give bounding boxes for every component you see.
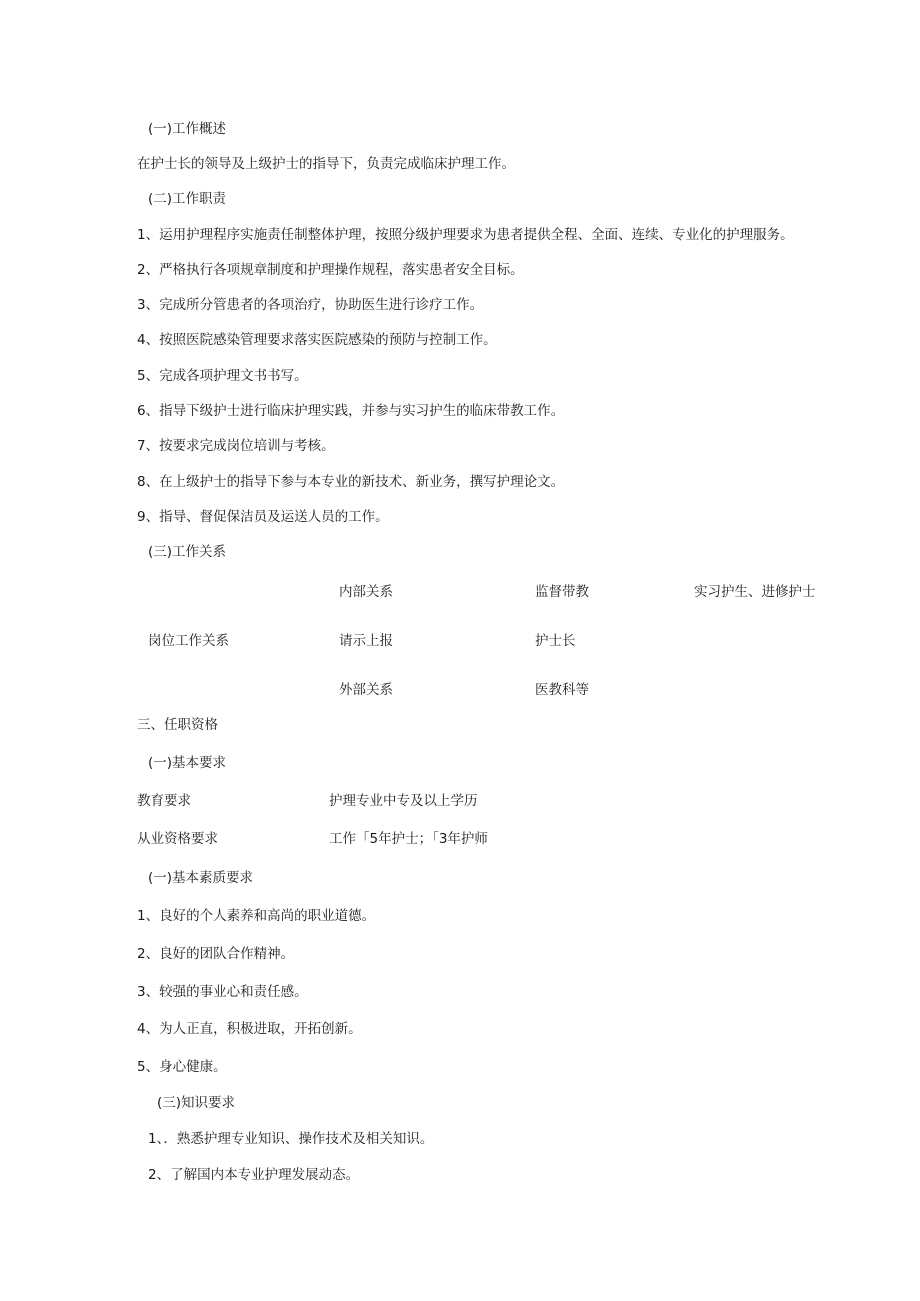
knowledge-heading: (三)知识要求 (157, 1095, 236, 1111)
duty-item-1: 1、运用护理程序实施责任制整体护理，按照分级护理要求为患者提供全程、全面、连续、专业化的护理服务。 (137, 227, 794, 243)
duty-item-2: 2、严格执行各项规章制度和护理操作规程，落实患者安全目标。 (137, 262, 524, 278)
duty-item-9: 9、指导、督促保洁员及运送人员的工作。 (137, 509, 389, 525)
duty-item-3: 3、完成所分管患者的各项治疗，协助医生进行诊疗工作。 (137, 297, 484, 313)
quality-item-1: 1、良好的个人素养和高尚的职业道德。 (137, 908, 376, 924)
duty-item-7: 7、按要求完成岗位培训与考核。 (137, 438, 335, 454)
overview-text: 在护士长的领导及上级护士的指导下，负责完成临床护理工作。 (137, 156, 515, 172)
duty-item-8: 8、在上级护士的指导下参与本专业的新技术、新业务，撰写护理论文。 (137, 474, 565, 490)
education-value: 护理专业中专及以上学历 (329, 793, 478, 809)
duties-heading: (二)工作职责 (148, 191, 227, 207)
qualifications-heading: 三、任职资格 (137, 717, 218, 733)
quality-item-3: 3、较强的事业心和责任感。 (137, 984, 308, 1000)
relation-head-nurse: 护士长 (535, 633, 576, 649)
quality-item-2: 2、良好的团队合作精神。 (137, 946, 295, 962)
relation-supervise: 监督带教 (535, 584, 589, 600)
relation-medical-dept: 医教科等 (535, 682, 589, 698)
quality-item-4: 4、为人正直，积极进取，开拓创新。 (137, 1021, 362, 1037)
overview-heading: (一)工作概述 (148, 121, 227, 137)
quality-heading: (一)基本素质要求 (148, 870, 254, 886)
knowledge-item-2: 2、了解国内本专业护理发展动态。 (148, 1167, 360, 1183)
knowledge-item-1: 1、．熟悉护理专业知识、操作技术及相关知识。 (148, 1131, 434, 1147)
relation-internal: 内部关系 (339, 584, 393, 600)
relation-external: 外部关系 (339, 682, 393, 698)
license-label: 从业资格要求 (137, 831, 218, 847)
duty-item-6: 6、指导下级护士进行临床护理实践，并参与实习护生的临床带教工作。 (137, 403, 565, 419)
relations-heading: (三)工作关系 (148, 544, 227, 560)
education-label: 教育要求 (137, 793, 191, 809)
duty-item-4: 4、按照医院感染管理要求落实医院感染的预防与控制工作。 (137, 332, 497, 348)
quality-item-5: 5、身心健康。 (137, 1059, 227, 1075)
duty-item-5: 5、完成各项护理文书书写。 (137, 368, 308, 384)
relation-report: 请示上报 (339, 633, 393, 649)
relation-interns: 实习护生、进修护士 (694, 584, 816, 600)
relation-label: 岗位工作关系 (148, 633, 229, 649)
license-value: 工作「5年护士；「3年护师 (329, 831, 488, 847)
basic-requirements-heading: (一)基本要求 (148, 755, 227, 771)
